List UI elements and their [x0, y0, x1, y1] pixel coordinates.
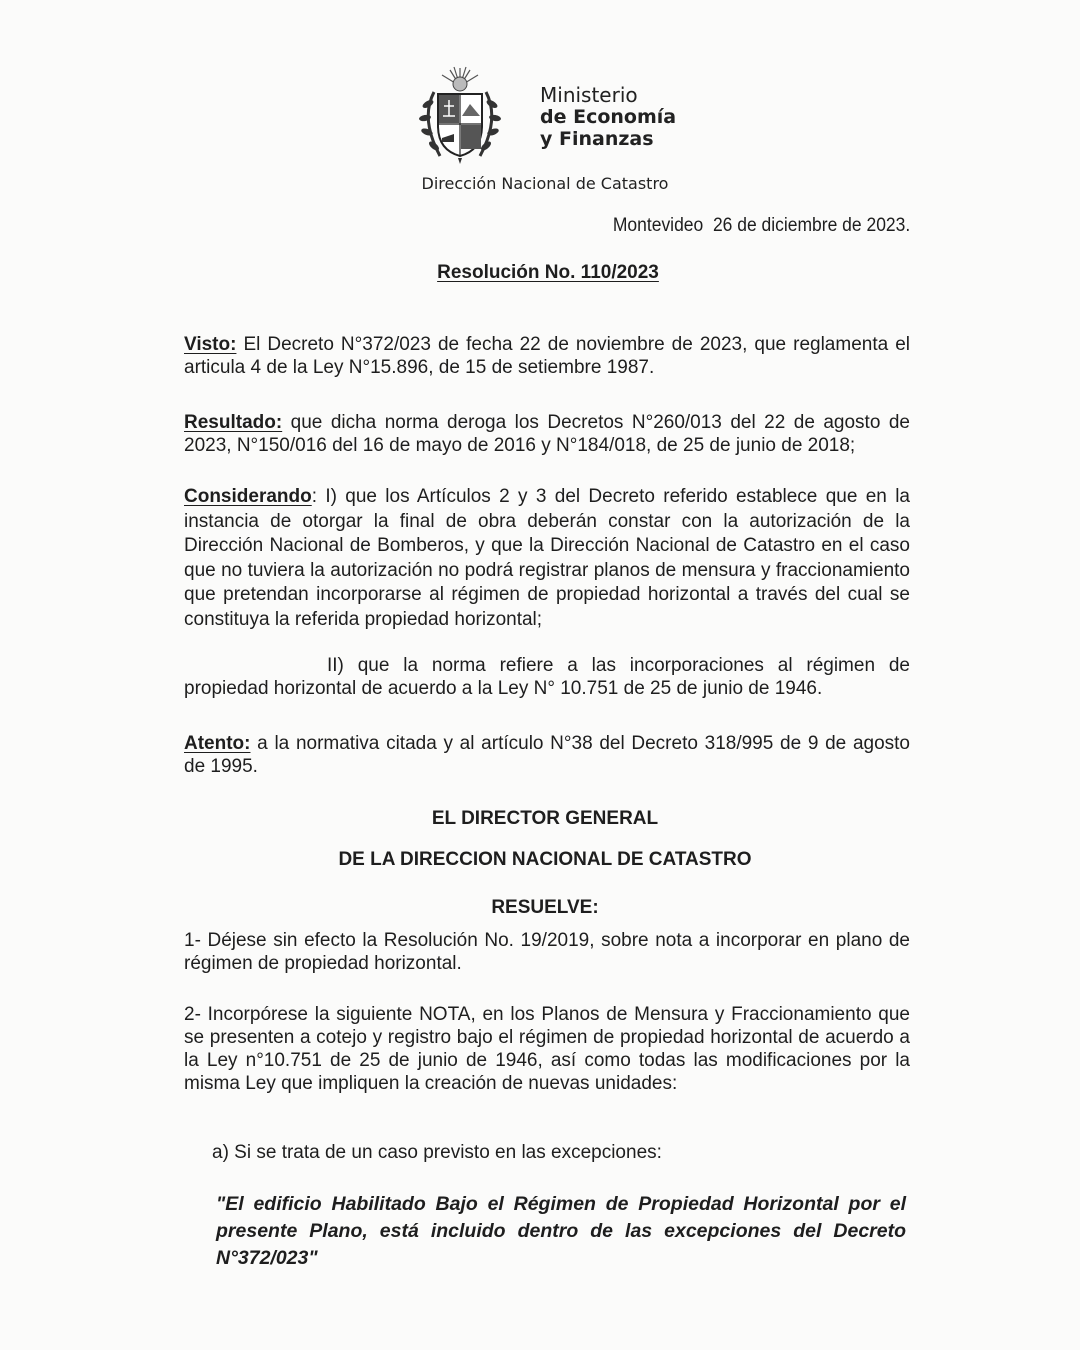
visto-text: El Decreto N°372/023 de fecha 22 de noviembre de 2023, que reglamenta el articula 4 de la Ley N°15.896, de 15 de setiembre 1987.: [184, 334, 910, 378]
resolution-title: [0, 262, 1080, 284]
exception-note: "El edificio Habilitado Bajo el Régimen de Propiedad Horizontal por el presente Plano, está incluido dentro de las excepciones del Decreto N°372/023": [216, 1193, 906, 1269]
resolution-item-1: 1- Déjese sin efecto la Resolución No. 19/2019, sobre nota a incorporar en plano de régimen de propiedad horizontal.: [184, 930, 910, 974]
document-date: Montevideo 26 de diciembre de 2023.: [612, 215, 910, 236]
letterhead: [414, 64, 714, 174]
uruguay-coat-of-arms-icon: [414, 64, 506, 168]
atento-text: a la normativa citada y al artículo N°38 del Decreto 318/995 de 9 de agosto de 1995.: [184, 733, 910, 777]
considerando-label: Considerando: [184, 486, 312, 507]
resultado-label: Resultado:: [184, 412, 283, 433]
ministry-line-1: Ministerio: [540, 83, 638, 107]
visto-paragraph: [184, 333, 910, 379]
resuelve-heading: RESUELVE:: [491, 897, 599, 918]
visto-label: Visto:: [184, 334, 237, 355]
ministry-name: [540, 84, 676, 150]
ministry-line-3: y Finanzas: [540, 128, 654, 150]
atento-paragraph: [184, 732, 910, 778]
department-name: Dirección Nacional de Catastro: [421, 174, 669, 193]
resolution-item-2: 2- Incorpórese la siguiente NOTA, en los Planos de Mensura y Fraccionamiento que se presenten a cotejo y registro bajo el régimen de propiedad horizontal de acuerdo a la Ley n°10.751 de 25 de junio de 1946, así como todas las modificaciones por la misma Ley que impliquen la creación de nuevas unidades:: [184, 1004, 910, 1094]
considerando-text-i: : I) que los Artículos 2 y 3 del Decreto referido establece que en la instancia de otorgar la final de obra deberán constar con la autorización de la Dirección Nacional de Bomberos, y que la Dirección Nacional de Catastro en el caso que no tuviera la autorización no podrá registrar planos de mensura y fraccionamiento que pretendan incorporarse al régimen de propiedad horizontal a través del cual se constituya la referida propiedad horizontal;: [184, 486, 910, 630]
director-line-1: EL DIRECTOR GENERAL: [431, 808, 659, 829]
resultado-text: que dicha norma deroga los Decretos N°260/013 del 22 de agosto de 2023, N°150/016 del 16 de mayo de 2016 y N°184/018, de 25 de junio de 2018;: [184, 412, 910, 456]
director-line-2: DE LA DIRECCION NACIONAL DE CATASTRO: [338, 849, 752, 870]
resolution-title-text: Resolución No. 110/2023: [437, 262, 659, 283]
considerando-text-ii: II) que la norma refiere a las incorporaciones al régimen de propiedad horizontal de acuerdo a la Ley N° 10.751 de 25 de junio de 1946.: [184, 655, 910, 699]
atento-label: Atento:: [184, 733, 251, 754]
considerando-ii-paragraph: [184, 654, 910, 700]
resultado-paragraph: [184, 411, 910, 457]
resolution-item-2a: a) Si se trata de un caso previsto en las excepciones:: [212, 1142, 662, 1163]
considerando-paragraph: [184, 485, 910, 632]
ministry-line-2: de Economía: [540, 106, 677, 128]
